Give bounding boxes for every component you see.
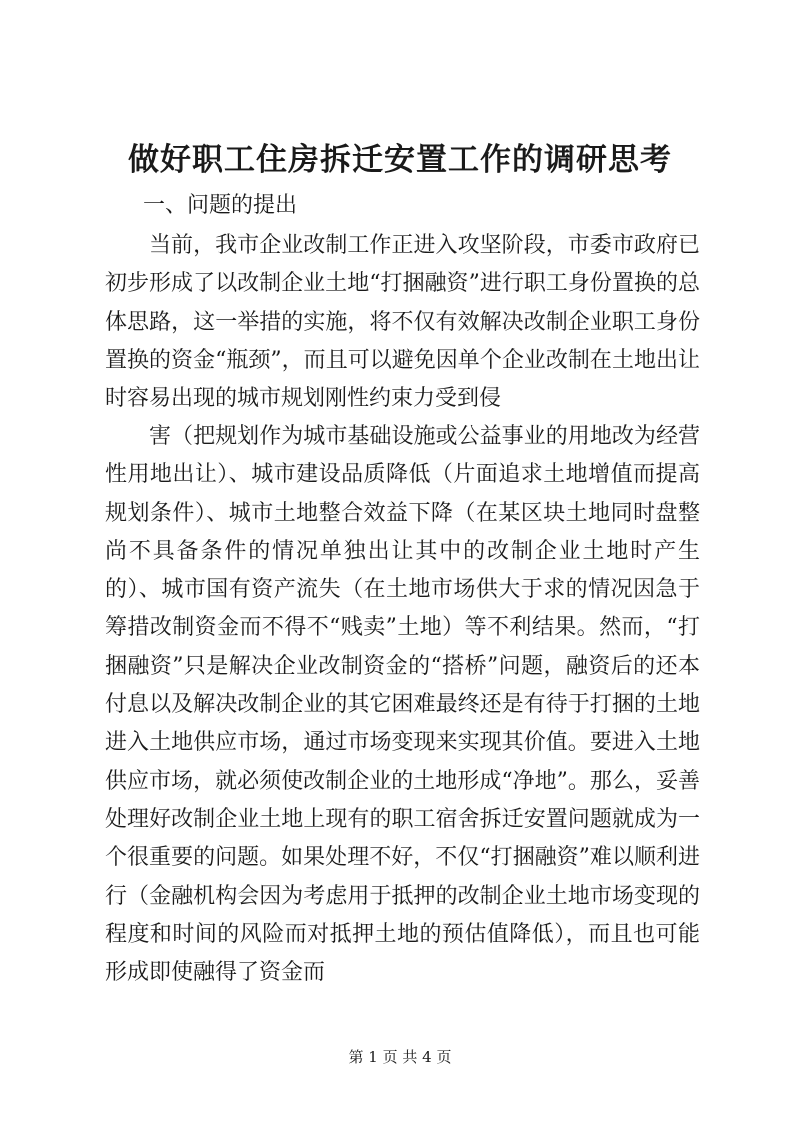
section-heading: 一、问题的提出	[143, 193, 298, 218]
page-footer: 第 1 页 共 4 页	[348, 1048, 452, 1066]
document-title: 做好职工住房拆迁安置工作的调研思考	[128, 142, 672, 178]
body-paragraph-2: 害（把规划作为城市基础设施或公益事业的用地改为经营性用地出让）、城市建设品质降低（片面追求土地增值而提高规划条件）、城市土地整合效益下降（在某区块土地同时盘整尚不具备条件的情况单独出让其中的改制企业土地时产生的）、城市国有资产流失（在土地市场供大于求的情况因急于筹措改制资金而不得不“贱卖”土地）等不利结果。然而，“打捆融资”只是解决企业改制资金的“搭桥”问题，融资后的还本付息以及解决改制企业的其它困难最终还是有待于打捆的土地进入土地供应市场，通过市场变现来实现其价值。要进入土地供应市场，就必须使改制企业的土地形成“净地”。那么，妥善处理好改制企业土地上现有的职工宿舍拆迁安置问题就成为一个很重要的问题。如果处理不好，不仅“打捆融资”难以顺利进行（金融机构会因为考虑用于抵押的改制企业土地市场变现的程度和时间的风险而对抵押土地的预估值降低），而且也可能形成即使融得了资金而	[105, 424, 700, 986]
body-paragraph-1: 当前，我市企业改制工作正进入攻坚阶段，市委市政府已初步形成了以改制企业土地“打捆融资”进行职工身份置换的总体思路，这一举措的实施，将不仅有效解决改制企业职工身份置换的资金“瓶颈”，而且可以避免因单个企业改制在土地出让时容易出现的城市规划刚性约束力受到侵	[105, 233, 700, 412]
